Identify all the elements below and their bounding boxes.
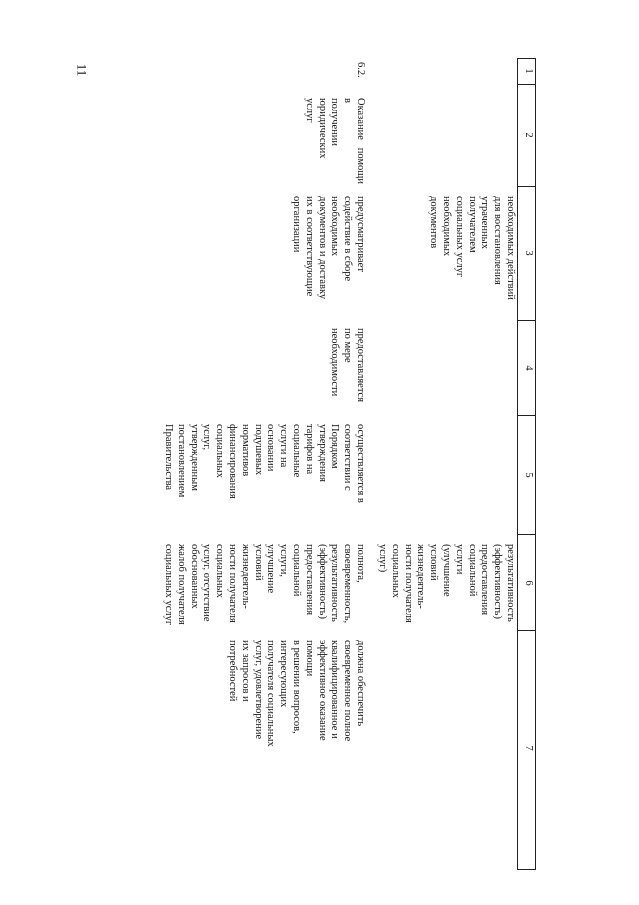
header-bottom-rule [517,58,518,870]
header-col-4: 4 [523,365,534,371]
header-top-rule [535,58,536,870]
col-divider [518,869,536,870]
col-divider [518,320,536,321]
col-divider [518,58,536,59]
col-divider [518,186,536,187]
service-content: предусматривает содействие в сборе необходимых документов и доставку их в соответствующие организации [291,196,366,300]
continuation-col6: результативность (эффективность) предоставления социальной услуги (улучшение условий жизнедеятель- ности получателя социальных услуг) [377,544,516,623]
header-col-3: 3 [523,250,534,256]
header-col-2: 2 [523,132,534,138]
service-period: предоставляется по мере необходимости [329,328,366,403]
row-number: 6.2. [355,62,366,78]
continuation-col3: необходимых действий для восстановления утраченных получателем социальных услуг необходимых документов [428,196,516,300]
col-divider [518,84,536,85]
service-tariff: осуществляется в соответствии с Порядком утверждения тарифов на социальные услуги на основании подушевых нормативов финансирования социальных услуг, утвержденным постановлением Правительства [163,424,366,503]
service-name: Оказание помощи в получении юридических услуг [303,98,366,184]
header-col-5: 5 [523,472,534,478]
service-conditions: должна обеспечить своевременное полное квалифицированное и эффективное оказание помощи в решении вопросов, интересующих получателя социальных услуг, удовлетворение их запросов и потребностей [227,640,366,747]
services-table [100,58,536,870]
col-divider [518,415,536,416]
page-number: 11 [74,63,90,77]
col-divider [518,630,536,631]
quality-indicators: полнота, своевременность, результативность (эффективность) предоставления социальной услуги, улучшение условий жизнедеятель- ности получателя социальных услуг, отсутствие обоснованных жалоб получателя социальных услуг [163,544,366,626]
col-divider [518,534,536,535]
header-col-6: 6 [523,580,534,586]
header-col-1: 1 [523,68,534,74]
header-col-7: 7 [523,745,534,751]
